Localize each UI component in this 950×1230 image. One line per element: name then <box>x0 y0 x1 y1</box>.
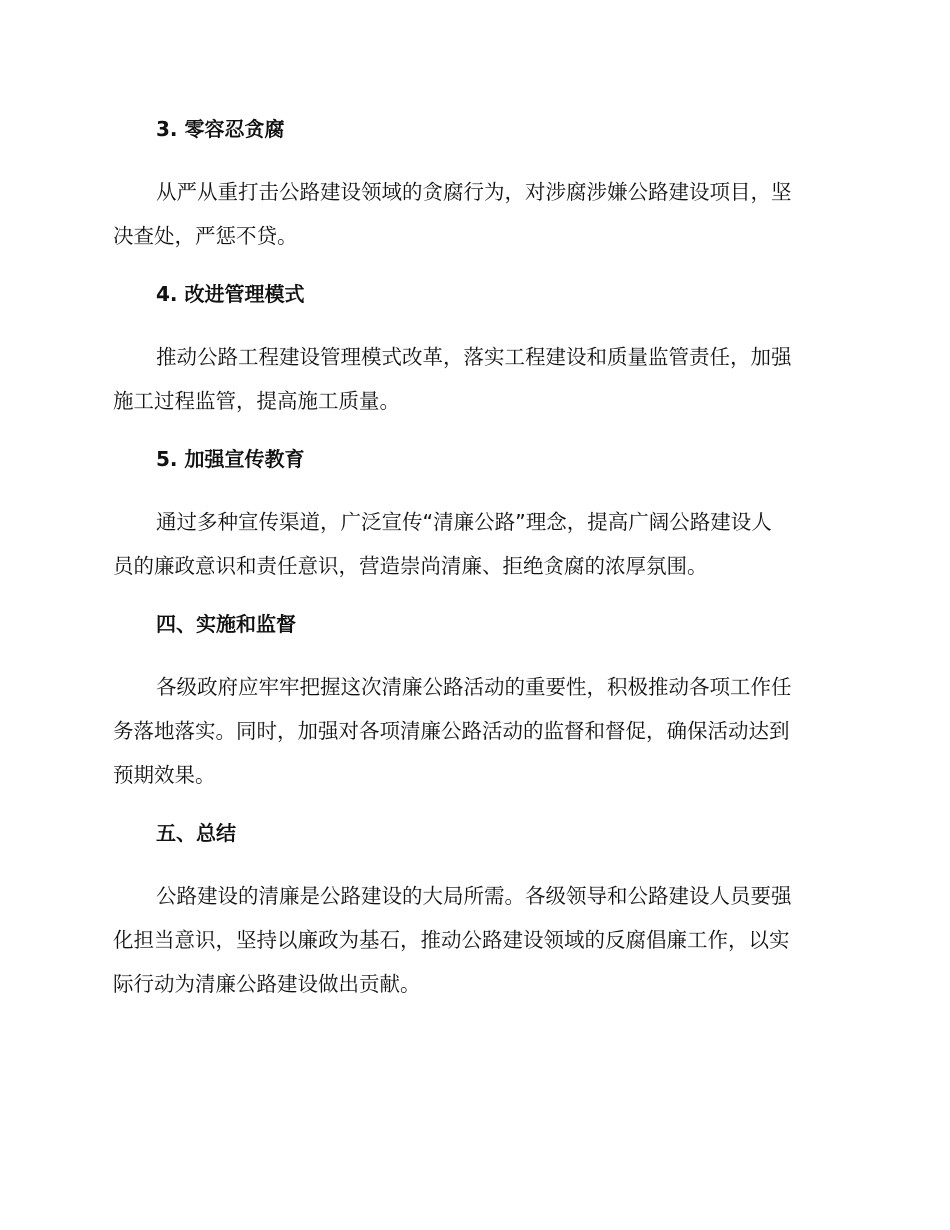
section-heading-implementation: 四、实施和监督 <box>156 612 296 636</box>
section-heading-zero-tolerance: 3. 零容忍贪腐 <box>156 117 285 141</box>
paragraph-line: 际行动为清廉公路建设做出贡献。 <box>113 972 421 996</box>
paragraph-line: 施工过程监管，提高施工质量。 <box>113 389 400 413</box>
paragraph-line: 务落地落实。同时，加强对各项清廉公路活动的监督和督促，确保活动达到 <box>113 719 790 743</box>
section-paragraph-publicity <box>113 500 831 588</box>
paragraph-line: 通过多种宣传渠道，广泛宣传“清廉公路”理念，提高广阔公路建设人 <box>156 510 772 534</box>
paragraph-line: 推动公路工程建设管理模式改革，落实工程建设和质量监管责任，加强 <box>156 345 792 369</box>
section-paragraph-zero-tolerance <box>113 170 831 258</box>
section-heading-publicity: 5. 加强宣传教育 <box>156 447 305 471</box>
section-heading-summary: 五、总结 <box>156 821 236 845</box>
paragraph-line: 决查处，严惩不贷。 <box>113 224 298 248</box>
paragraph-line: 员的廉政意识和责任意识，营造崇尚清廉、拒绝贪腐的浓厚氛围。 <box>113 554 708 578</box>
paragraph-line: 化担当意识，坚持以廉政为基石，推动公路建设领域的反腐倡廉工作，以实 <box>113 928 790 952</box>
paragraph-line: 公路建设的清廉是公路建设的大局所需。各级领导和公路建设人员要强 <box>156 884 792 908</box>
paragraph-line: 各级政府应牢牢把握这次清廉公路活动的重要性，积极推动各项工作任 <box>156 675 792 699</box>
section-paragraph-summary <box>113 874 831 1006</box>
document-body <box>113 112 831 1025</box>
paragraph-line: 预期效果。 <box>113 763 216 787</box>
section-heading-management: 4. 改进管理模式 <box>156 282 305 306</box>
section-paragraph-implementation <box>113 665 831 797</box>
paragraph-line: 从严从重打击公路建设领域的贪腐行为，对涉腐涉嫌公路建设项目，坚 <box>156 180 792 204</box>
section-paragraph-management <box>113 335 831 423</box>
